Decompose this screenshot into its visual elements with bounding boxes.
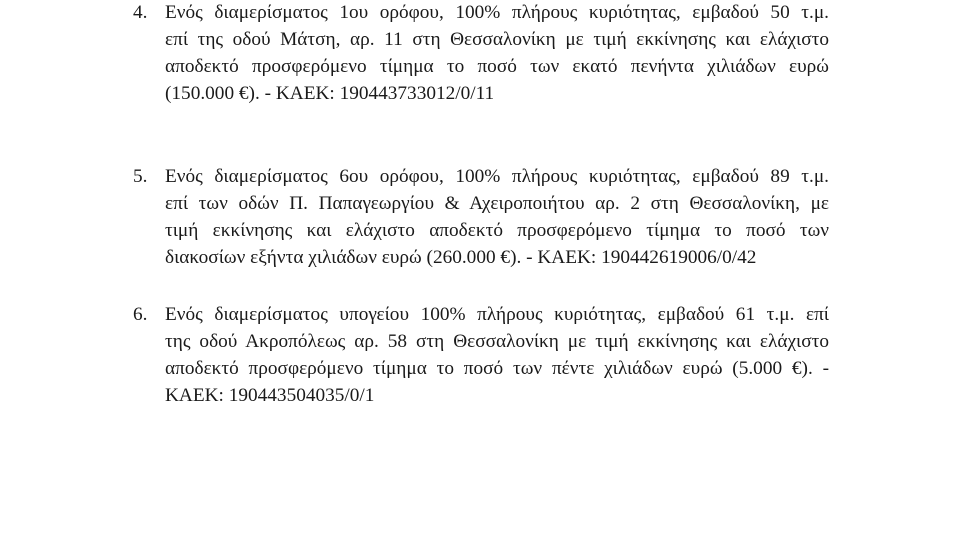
text-line: Ενός διαμερίσματος 6ου ορόφου, 100% πλήρους κυριότητας, εμβαδού 89 τ.μ. <box>165 166 829 187</box>
text-line: ΚΑΕΚ: 190443504035/0/1 <box>165 385 375 406</box>
text-line: της οδού Ακροπόλεως αρ. 58 στη Θεσσαλονίκη με τιμή εκκίνησης και ελάχιστο <box>165 331 829 352</box>
text-line: Ενός διαμερίσματος υπογείου 100% πλήρους κυριότητας, εμβαδού 61 τ.μ. επί <box>165 304 829 325</box>
text-line: επί των οδών Π. Παπαγεωργίου & Αχειροποιήτου αρ. 2 στη Θεσσαλονίκη, με <box>165 193 829 214</box>
text-line: τιμή εκκίνησης και ελάχιστο αποδεκτό προσφερόμενο τίμημα το ποσό των <box>165 220 829 241</box>
text-line: επί της οδού Μάτση, αρ. 11 στη Θεσσαλονίκη με τιμή εκκίνησης και ελάχιστο <box>165 29 829 50</box>
text-line: (150.000 €). - ΚΑΕΚ: 190443733012/0/11 <box>165 83 495 104</box>
text-line: αποδεκτό προσφερόμενο τίμημα το ποσό των πέντε χιλιάδων ευρώ (5.000 €). - <box>165 358 829 379</box>
text-line: διακοσίων εξήντα χιλιάδων ευρώ (260.000 €). - ΚΑΕΚ: 190442619006/0/42 <box>165 247 757 268</box>
item-text <box>165 163 829 271</box>
item-number: 6. <box>133 304 148 325</box>
text-line: Ενός διαμερίσματος 1ου ορόφου, 100% πλήρους κυριότητας, εμβαδού 50 τ.μ. <box>165 2 829 23</box>
item-text <box>165 301 829 409</box>
item-number: 5. <box>133 166 148 187</box>
item-text <box>165 0 829 107</box>
text-line: αποδεκτό προσφερόμενο τίμημα το ποσό των εκατό πενήντα χιλιάδων ευρώ <box>165 56 829 77</box>
item-number: 4. <box>133 2 148 23</box>
